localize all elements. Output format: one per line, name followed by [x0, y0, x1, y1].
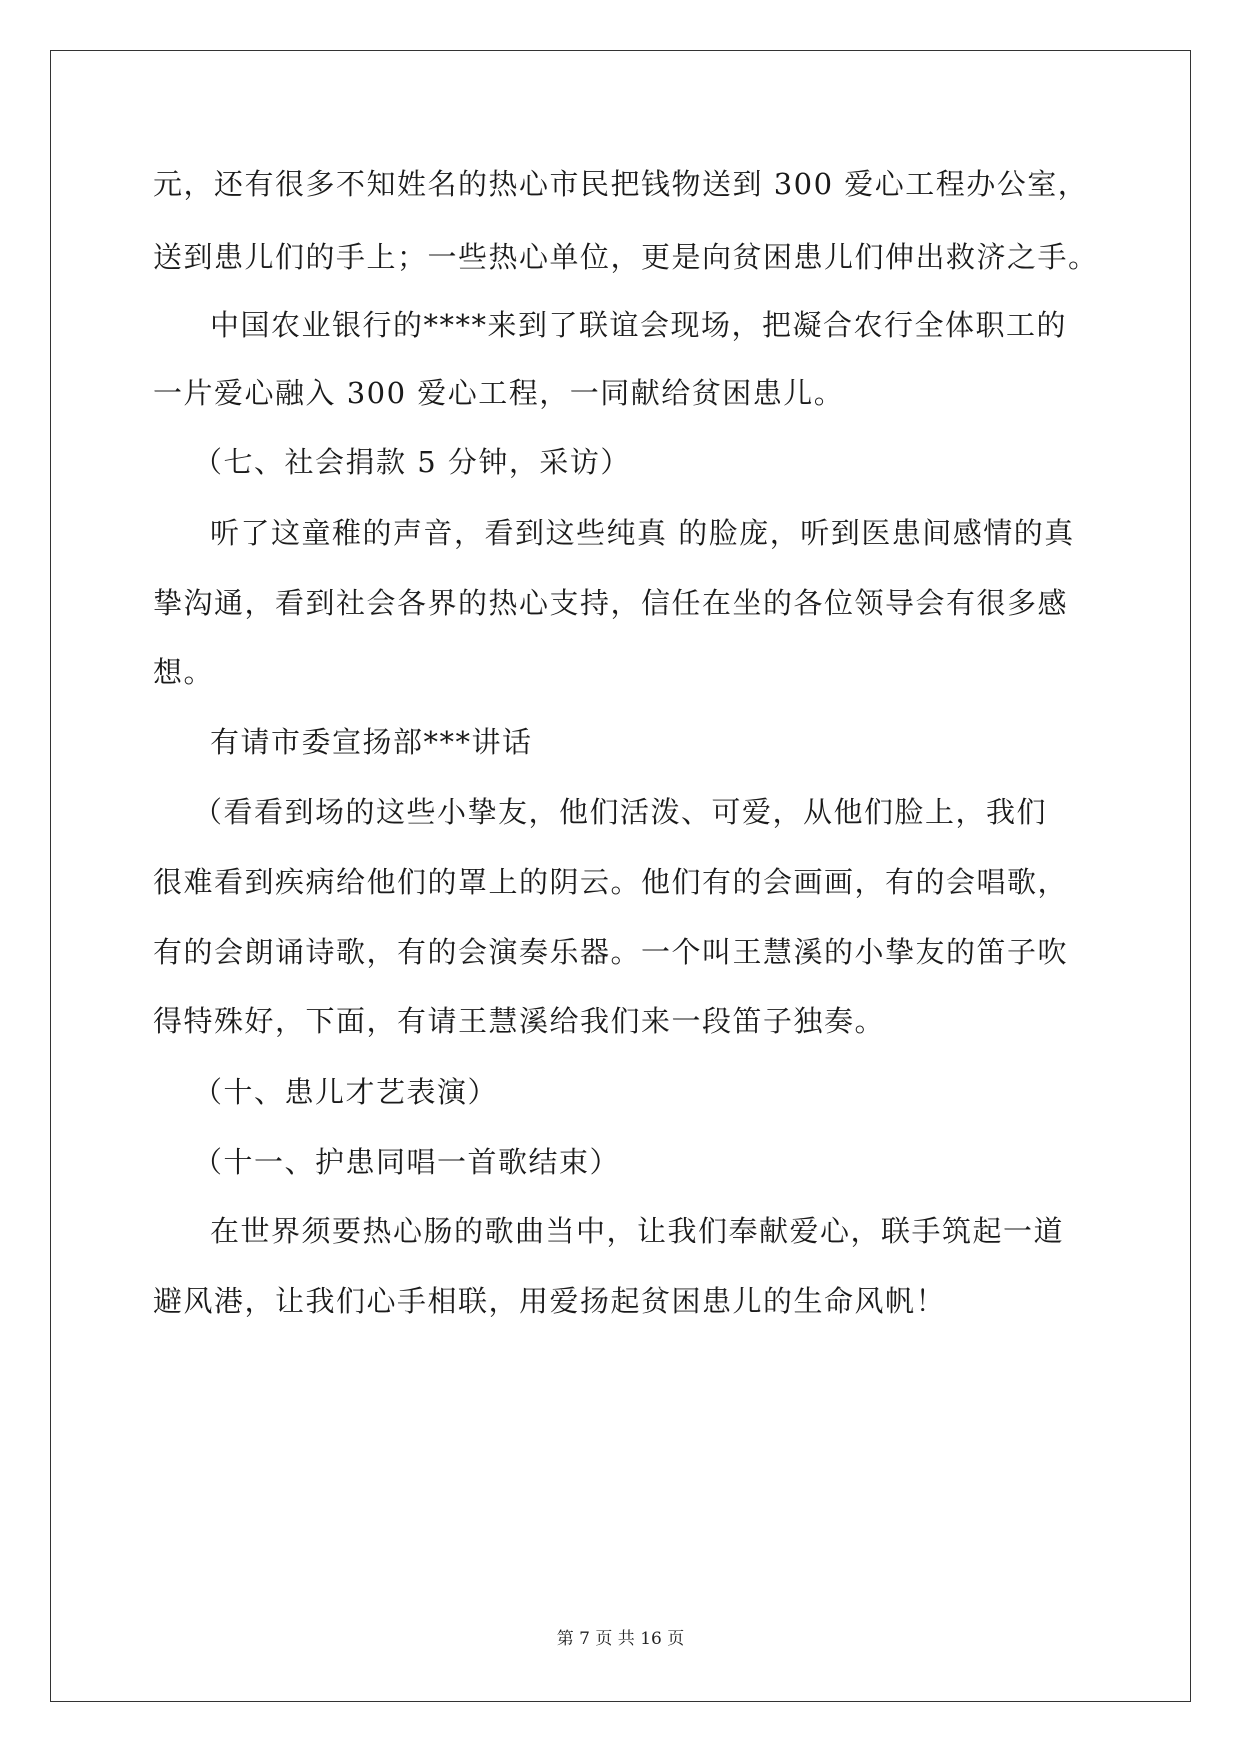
text-line: （十、患儿才艺表演）: [193, 1075, 499, 1109]
text-line: 有请市委宣扬部***讲话: [210, 725, 533, 759]
text-line: 听了这童稚的声音，看到这些纯真 的脸庞，听到医患间感情的真: [210, 516, 1075, 550]
text-line: 得特殊好，下面，有请王慧溪给我们来一段笛子独奏。: [153, 1004, 886, 1038]
text-line: 中国农业银行的****来到了联谊会现场，把凝合农行全体职工的: [210, 308, 1068, 342]
page-number-footer: 第 7 页 共 16 页: [556, 1629, 685, 1649]
text-line: 在世界须要热心肠的歌曲当中，让我们奉献爱心，联手筑起一道: [210, 1214, 1065, 1248]
text-line: 挚沟通，看到社会各界的热心支持，信任在坐的各位领导会有很多感: [153, 586, 1069, 620]
text-line: 元，还有很多不知姓名的热心市民把钱物送到 300 爱心工程办公室，: [153, 167, 1089, 201]
text-line: 一片爱心融入 300 爱心工程，一同献给贫困患儿。: [153, 376, 845, 410]
text-line: 送到患儿们的手上；一些热心单位，更是向贫困患儿们伸出救济之手。: [153, 240, 1099, 274]
text-line: 有的会朗诵诗歌，有的会演奏乐器。一个叫王慧溪的小挚友的笛子吹: [153, 935, 1069, 969]
text-line: （看看到场的这些小挚友，他们活泼、可爱，从他们脸上，我们: [193, 795, 1048, 829]
text-line: 避风港，让我们心手相联，用爱扬起贫困患儿的生命风帆！: [153, 1284, 947, 1318]
text-line: （十一、护患同唱一首歌结束）: [193, 1145, 621, 1179]
text-line: 想。: [153, 655, 215, 689]
text-line: （七、社会捐款 5 分钟，采访）: [193, 445, 631, 479]
text-line: 很难看到疾病给他们的罩上的阴云。他们有的会画画，有的会唱歌，: [153, 865, 1069, 899]
